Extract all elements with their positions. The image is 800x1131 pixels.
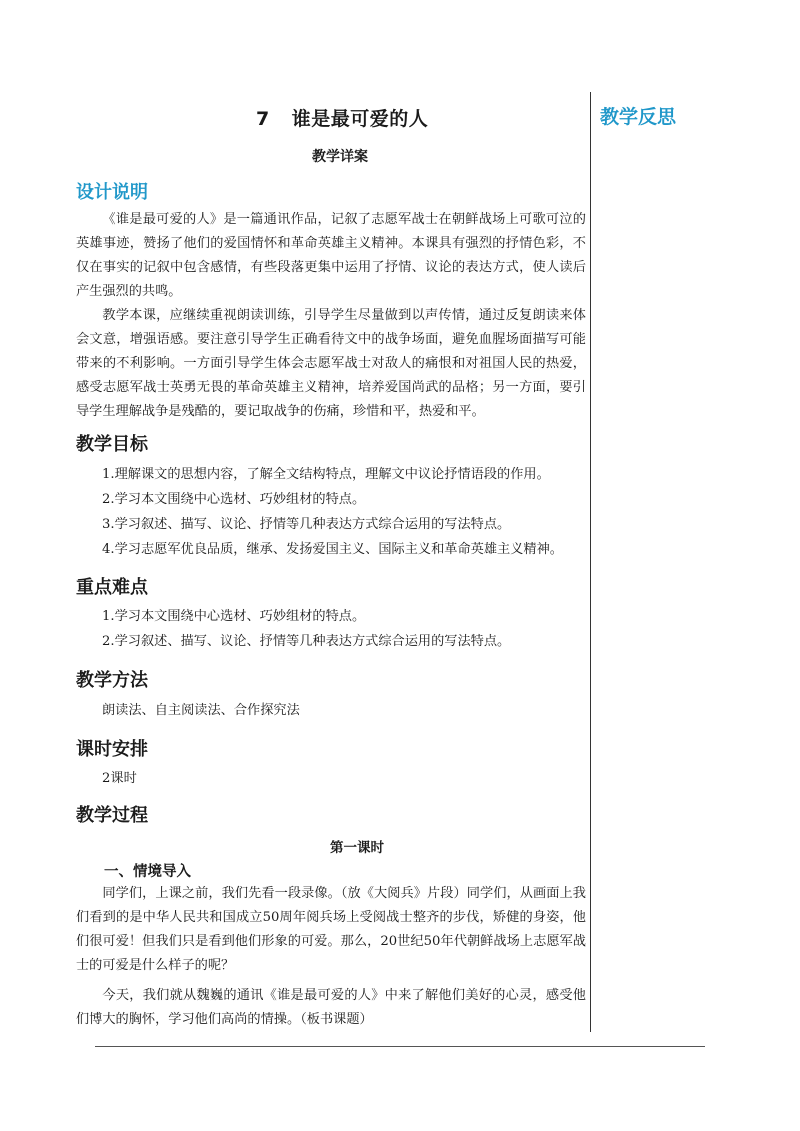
design-paragraph-1: 《谁是最可爱的人》是一篇通讯作品，记叙了志愿军战士在朝鲜战场上可歌可泣的英雄事迹，赞扬了他们的爱国情怀和革命英雄主义精神。本课具有强烈的抒情色彩，不仅在事实的记叙中包含感情，有些段落更集中运用了抒情、议论的表达方式，使人读后产生强烈的共鸣。: [76, 212, 586, 299]
key-point-item-2: 2.学习叙述、描写、议论、抒情等几种表达方式综合运用的写法特点。: [102, 634, 511, 649]
goal-item-4: 4.学习志愿军优良品质，继承、发扬爱国主义、国际主义和革命英雄主义精神。: [102, 542, 563, 557]
footer-rule: [95, 1046, 705, 1047]
lesson-title: [256, 104, 428, 131]
schedule-heading: 课时安排: [76, 739, 148, 760]
key-point-item-1: 1.学习本文围绕中心选材、巧妙组材的特点。: [102, 609, 366, 624]
lesson-title-text: 谁是最可爱的人: [291, 108, 429, 130]
schedule-text: 2课时: [102, 771, 137, 786]
design-paragraph-2: 教学本课，应继续重视朗读训练，引导学生尽量做到以声传情，通过反复朗读来体会文意，增强语感。要注意引导学生正确看待文中的战争场面，避免血腥场面描写可能带来的不利影响。一方面引导学生体会志愿军战士对敌人的痛恨和对祖国人民的热爱，感受志愿军战士英勇无畏的革命英雄主义精神，培养爱国尚武的品格；另一方面，要引导学生理解战争是残酷的，要记取战争的伤痛，珍惜和平，热爱和平。: [76, 308, 586, 419]
step-heading: 一、情境导入: [104, 864, 191, 880]
goal-item-1: 1.理解课文的思想内容，了解全文结构特点，理解文中议论抒情语段的作用。: [102, 467, 550, 482]
process-heading: 教学过程: [76, 805, 148, 826]
goal-item-3: 3.学习叙述、描写、议论、抒情等几种表达方式综合运用的写法特点。: [102, 517, 511, 532]
lesson-number: 7: [256, 108, 270, 130]
process-paragraph-1: 同学们，上课之前，我们先看一段录像。（放《大阅兵》片段）同学们，从画面上我们看到的是中华人民共和国成立50周年阅兵场上受阅战士整齐的步伐，矫健的身姿，他们很可爱！但我们只是看到他们形象的可爱。那么，20世纪50年代朝鲜战场上志愿军战士的可爱是什么样子的呢？: [76, 886, 586, 973]
process-paragraph-2: 今天，我们就从魏巍的通讯《谁是最可爱的人》中来了解他们美好的心灵，感受他们博大的胸怀，学习他们高尚的情操。（板书课题）: [76, 988, 586, 1027]
methods-text: 朗读法、自主阅读法、合作探究法: [102, 703, 300, 718]
period-heading: 第一课时: [330, 840, 384, 856]
goals-heading: 教学目标: [76, 434, 148, 455]
lesson-subtitle: 教学详案: [312, 149, 368, 165]
goal-item-2: 2.学习本文围绕中心选材、巧妙组材的特点。: [102, 492, 366, 507]
design-heading: 设计说明: [76, 182, 148, 203]
key-points-heading: 重点难点: [76, 577, 148, 598]
column-divider: [590, 92, 591, 1032]
methods-heading: 教学方法: [76, 670, 148, 691]
reflection-heading: 教学反思: [600, 106, 677, 128]
